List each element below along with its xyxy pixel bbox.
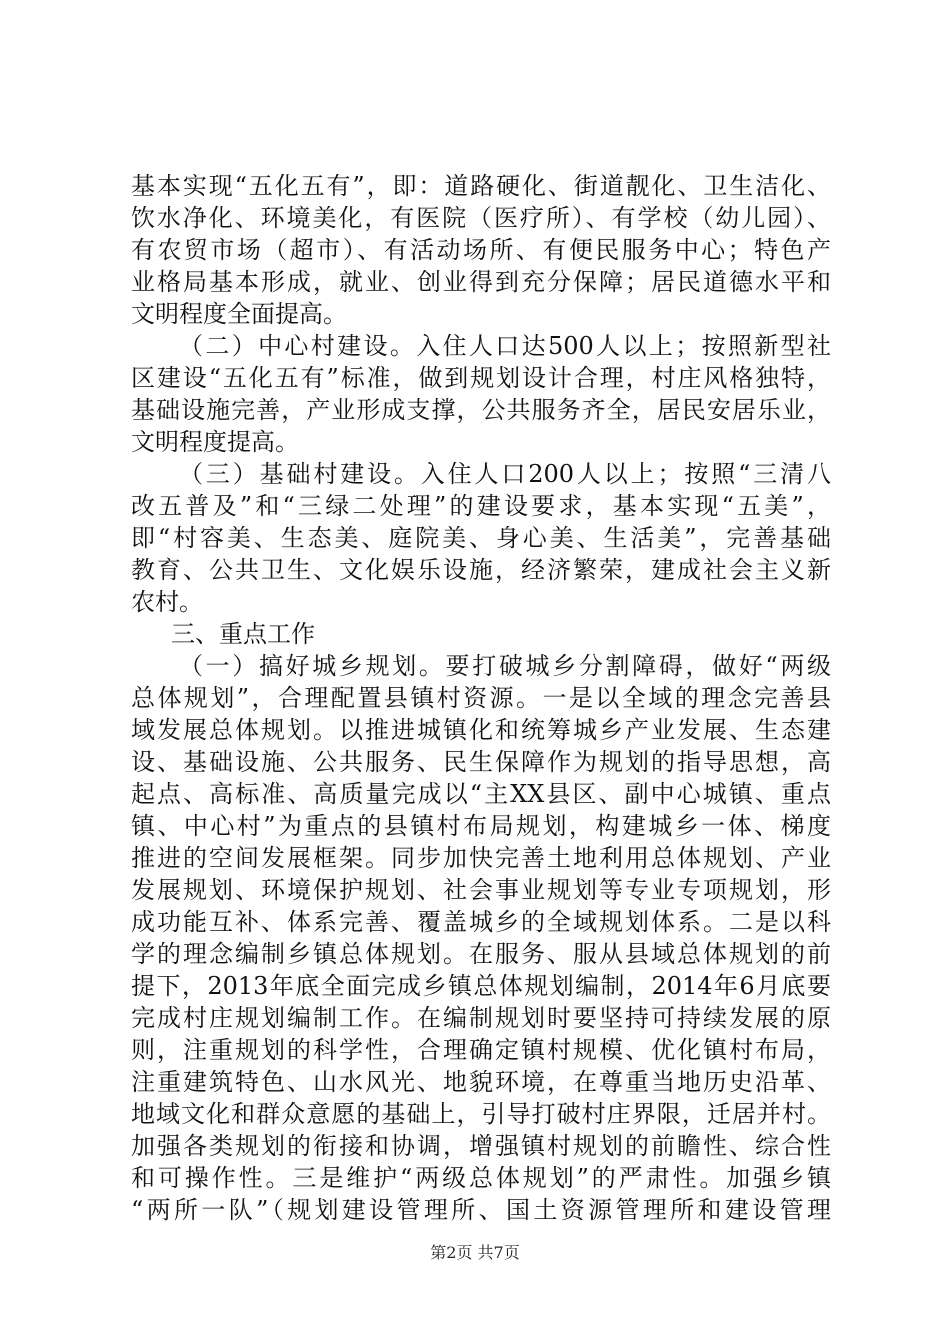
text-line: 镇、中心村”为重点的县镇村布局规划，构建城乡一体、梯度 xyxy=(131,812,831,840)
page-number-footer: 第2页 共7页 xyxy=(430,1243,520,1262)
text-line: 起点、高标准、高质量完成以“主XX县区、副中心城镇、重点 xyxy=(131,780,831,808)
text-line: 文明程度提高。 xyxy=(131,428,299,456)
text-line: 则，注重规划的科学性，合理确定镇村规模、优化镇村布局， xyxy=(131,1036,831,1064)
text-line: “两所一队”（规划建设管理所、国土资源管理所和建设管理 xyxy=(131,1196,831,1224)
text-line: 注重建筑特色、山水风光、地貌环境，在尊重当地历史沿革、 xyxy=(131,1068,831,1096)
text-line: 基础设施完善，产业形成支撑，公共服务齐全，居民安居乐业， xyxy=(131,396,831,424)
text-line: 地域文化和群众意愿的基础上，引导打破村庄界限，迁居并村。 xyxy=(131,1100,831,1128)
text-line: 农村。 xyxy=(131,588,203,616)
text-line: 推进的空间发展框架。同步加快完善土地利用总体规划、产业 xyxy=(131,844,831,872)
text-line: 业格局基本形成，就业、创业得到充分保障；居民道德水平和 xyxy=(131,268,831,296)
text-line: 加强各类规划的衔接和协调，增强镇村规划的前瞻性、综合性 xyxy=(131,1132,831,1160)
text-line: （二）中心村建设。入住人口达500人以上；按照新型社 xyxy=(179,332,831,360)
text-line: 发展规划、环境保护规划、社会事业规划等专业专项规划，形 xyxy=(131,876,831,904)
text-line: 即“村容美、生态美、庭院美、身心美、生活美”，完善基础 xyxy=(131,524,831,552)
text-line: 和可操作性。三是维护“两级总体规划”的严肃性。加强乡镇 xyxy=(131,1164,831,1192)
text-line: 成功能互补、体系完善、覆盖城乡的全域规划体系。二是以科 xyxy=(131,908,831,936)
text-line: 域发展总体规划。以推进城镇化和统筹城乡产业发展、生态建 xyxy=(131,716,831,744)
text-line: （三）基础村建设。入住人口200人以上；按照“三清八 xyxy=(179,460,831,488)
document-body xyxy=(131,170,831,1226)
text-line: 改五普及”和“三绿二处理”的建设要求，基本实现“五美”， xyxy=(131,492,831,520)
text-line: 完成村庄规划编制工作。在编制规划时要坚持可持续发展的原 xyxy=(131,1004,831,1032)
section-heading: 三、重点工作 xyxy=(171,620,315,648)
text-line: 基本实现“五化五有”，即：道路硬化、街道靓化、卫生洁化、 xyxy=(131,172,831,200)
text-line: 区建设“五化五有”标准，做到规划设计合理，村庄风格独特， xyxy=(131,364,831,392)
text-line: 学的理念编制乡镇总体规划。在服务、服从县域总体规划的前 xyxy=(131,940,831,968)
text-line: 总体规划”，合理配置县镇村资源。一是以全域的理念完善县 xyxy=(131,684,831,712)
text-line: 设、基础设施、公共服务、民生保障作为规划的指导思想，高 xyxy=(131,748,831,776)
text-line: 文明程度全面提高。 xyxy=(131,300,347,328)
text-line: 有农贸市场（超市）、有活动场所、有便民服务中心；特色产 xyxy=(131,236,831,264)
text-line: 饮水净化、环境美化，有医院（医疗所）、有学校（幼儿园）、 xyxy=(131,204,831,232)
text-line: 教育、公共卫生、文化娱乐设施，经济繁荣，建成社会主义新 xyxy=(131,556,831,584)
text-line: （一）搞好城乡规划。要打破城乡分割障碍，做好“两级 xyxy=(179,652,831,680)
text-line: 提下，2013年底全面完成乡镇总体规划编制，2014年6月底要 xyxy=(131,972,831,1000)
